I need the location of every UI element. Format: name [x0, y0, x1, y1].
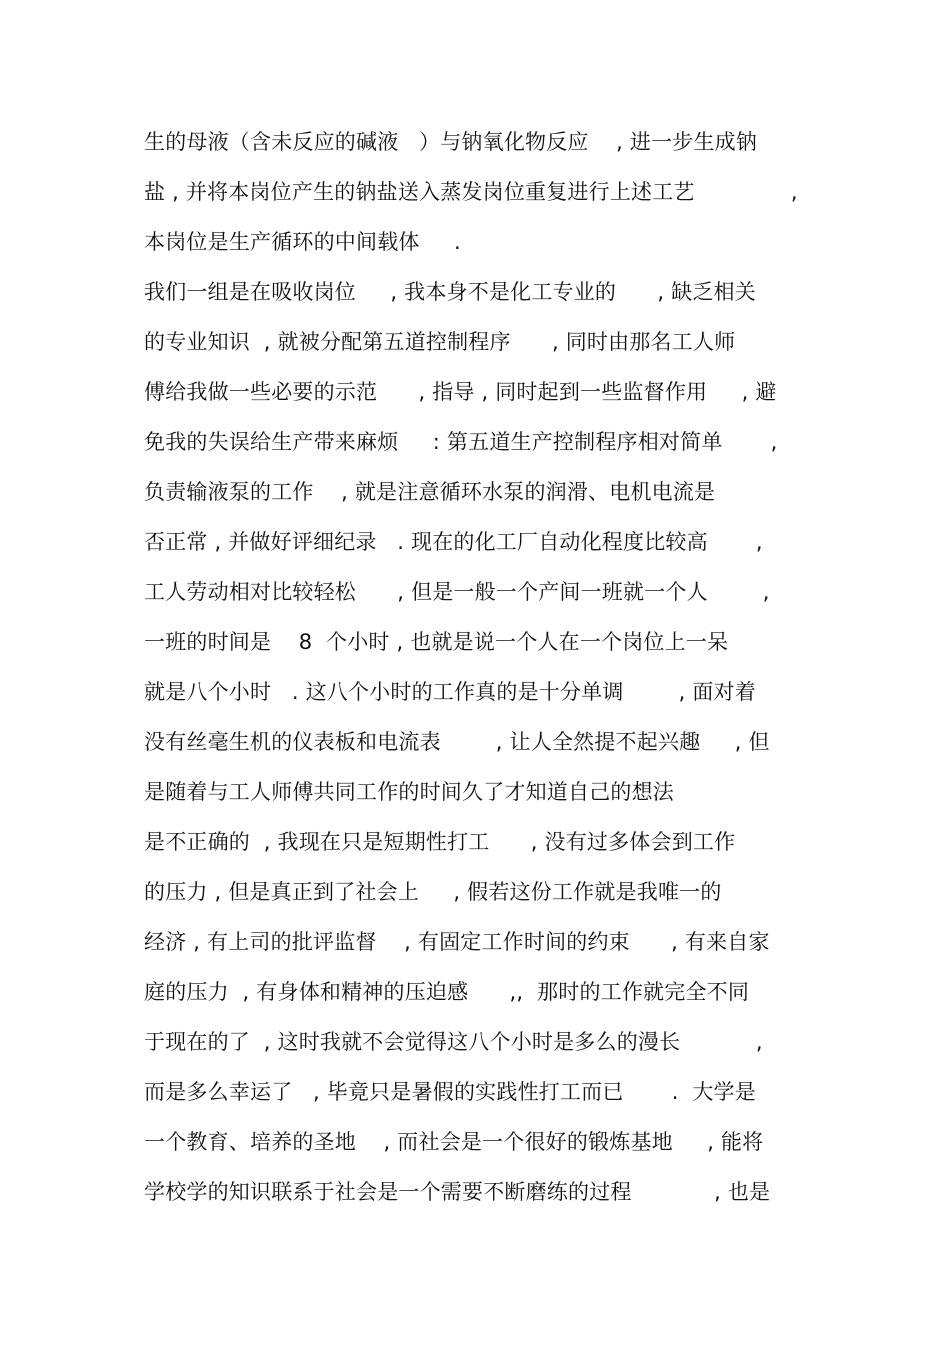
text-line: 盐 , 并将本岗位产生的钠盐送入蒸发岗位重复进行上述工艺 , [144, 180, 798, 204]
text-line: 学校学的知识联系于社会是一个需要不断磨练的过程 , 也是 [144, 1180, 771, 1204]
text-line: 于现在的了 , 这时我就不会觉得这八个小时是多么的漫长 , [144, 1030, 763, 1054]
text-line: 庭的压力 , 有身体和精神的压迫感 ,, 那时的工作就完全不同 [144, 980, 750, 1004]
text-line: 而是多么幸运了 , 毕竟只是暑假的实践性打工而已 . 大学是 [144, 1080, 756, 1104]
text-line: 否正常 , 并做好评细纪录 . 现在的化工厂自动化程度比较高 , [144, 530, 763, 554]
text-line: 我们一组是在吸收岗位 , 我本身不是化工专业的 , 缺乏相关 [144, 280, 756, 304]
text-line: 一班的时间是 8 个小时 , 也就是说一个人在一个岗位上一呆 [144, 630, 729, 654]
text-line: 本岗位是生产循环的中间载体 . [144, 230, 461, 254]
text-line: 负责输液泵的工作 , 就是注意循环水泵的润滑、电机电流是 [144, 480, 716, 504]
text-line: 的专业知识 , 就被分配第五道控制程序 , 同时由那名工人师 [144, 330, 736, 354]
text-line: 是不正确的 , 我现在只是短期性打工 , 没有过多体会到工作 [144, 830, 736, 854]
text-line: 的压力 , 但是真正到了社会上 , 假若这份工作就是我唯一的 [144, 880, 722, 904]
text-line: 经济 , 有上司的批评监督 , 有固定工作时间的约束 , 有来自家 [144, 930, 770, 954]
text-line: 就是八个小时 . 这八个小时的工作真的是十分单调 , 面对着 [144, 680, 756, 704]
text-line: 免我的失误给生产带来麻烦 : 第五道生产控制程序相对简单 , [144, 430, 778, 454]
text-line: 傅给我做一些必要的示范 , 指导 , 同时起到一些监督作用 , 避 [144, 380, 777, 404]
text-line: 是随着与工人师傅共同工作的时间久了才知道自己的想法 [144, 780, 674, 804]
text-line: 一个教育、培养的圣地 , 而社会是一个很好的锻炼基地 , 能将 [144, 1130, 764, 1154]
text-line: 没有丝毫生机的仪表板和电流表 , 让人全然提不起兴趣 , 但 [144, 730, 770, 754]
text-line: 工人劳动相对比较轻松 , 但是一般一个产间一班就一个人 , [144, 580, 770, 604]
text-line: 生的母液（含未反应的碱液 ）与钠氧化物反应 , 进一步生成钠 [144, 130, 758, 154]
